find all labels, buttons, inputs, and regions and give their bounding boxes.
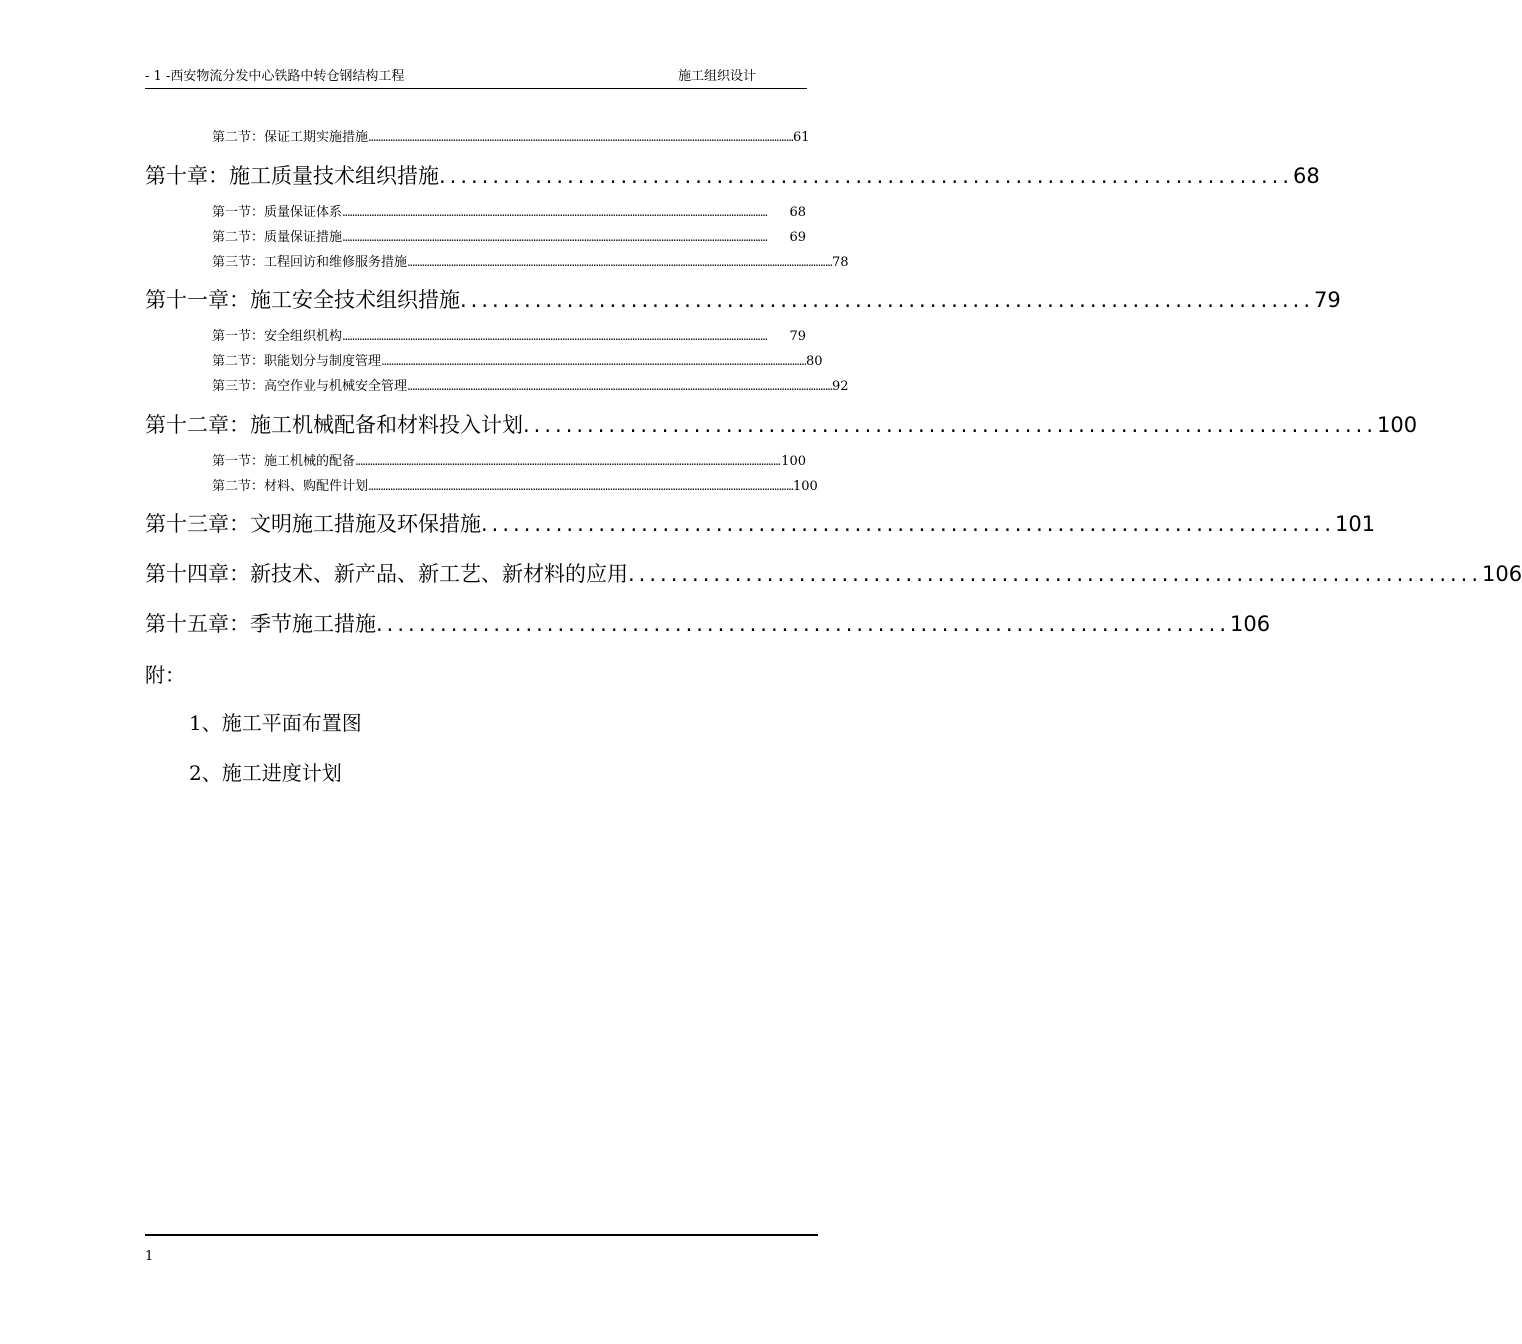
toc-dot-leader: ................................................................................ (439, 164, 1294, 188)
page-header (145, 66, 807, 89)
toc-entry-chapter[interactable] (145, 560, 1522, 588)
header-document-type: 施工组织设计 (678, 69, 757, 84)
footer-divider (145, 1234, 818, 1236)
toc-entry-label: 第一节：安全组织机构 (212, 329, 343, 344)
toc-dot-leader: ................................................................................ (523, 413, 1378, 437)
appendix-item: 1、施工平面布置图 (189, 711, 362, 735)
toc-entry-section[interactable] (212, 452, 806, 471)
toc-entry-section[interactable] (212, 377, 849, 396)
toc-entry-label: 第一节：施工机械的配备 (212, 454, 356, 469)
toc-dot-leader: ................................................................................................................................................................................ (368, 479, 793, 493)
toc-entry-chapter[interactable] (145, 411, 1418, 439)
toc-entry-label: 第二节：保证工期实施措施 (212, 130, 369, 145)
toc-entry-page: 106 (1482, 562, 1522, 586)
toc-entry-label: 第三节：工程回访和维修服务措施 (212, 255, 408, 270)
toc-dot-leader: ................................................................................................................................................................................ (368, 130, 793, 144)
toc-entry-page: 79 (789, 329, 806, 344)
toc-dot-leader: ................................................................................................................................................................................ (355, 454, 780, 468)
toc-entry-section[interactable] (212, 253, 849, 272)
toc-dot-leader: ................................................................................................................................................................................ (342, 230, 767, 244)
toc-entry-label: 第十三章：文明施工措施及环保措施 (145, 512, 481, 536)
toc-entry-label: 第二节：职能划分与制度管理 (212, 354, 382, 369)
toc-entry-page: 80 (805, 354, 823, 369)
toc-entry-page: 69 (789, 230, 806, 245)
toc-entry-page: 92 (831, 379, 849, 394)
toc-entry-section[interactable] (212, 203, 806, 222)
appendix-item: 2、施工进度计划 (189, 761, 342, 785)
toc-entry-page: 101 (1335, 512, 1376, 536)
toc-dot-leader: ................................................................................ (376, 612, 1231, 636)
toc-entry-section[interactable] (212, 477, 818, 496)
toc-entry-label: 第一节：质量保证体系 (212, 205, 343, 220)
toc-entry-label: 第二节：质量保证措施 (212, 230, 343, 245)
footer-page-number: 1 (145, 1249, 154, 1264)
toc-entry-section[interactable] (212, 128, 810, 147)
toc-entry-chapter[interactable] (145, 286, 1341, 314)
toc-dot-leader: ................................................................................................................................................................................ (381, 354, 806, 368)
toc-dot-leader: ................................................................................ (460, 288, 1315, 312)
toc-entry-chapter[interactable] (145, 510, 1376, 538)
toc-entry-label: 第十四章：新技术、新产品、新工艺、新材料的应用 (145, 562, 628, 586)
toc-entry-label: 第二节：材料、购配件计划 (212, 479, 369, 494)
toc-dot-leader: ................................................................................................................................................................................ (407, 255, 832, 269)
toc-entry-page: 78 (831, 255, 849, 270)
toc-entry-page: 68 (1293, 164, 1320, 188)
toc-entry-page: 61 (792, 130, 810, 145)
toc-entry-page: 100 (1377, 413, 1418, 437)
toc-entry-label: 第十二章：施工机械配备和材料投入计划 (145, 413, 523, 437)
toc-entry-label: 第十章：施工质量技术组织措施 (145, 164, 439, 188)
toc-entry-chapter[interactable] (145, 162, 1320, 190)
toc-entry-label: 第三节：高空作业与机械安全管理 (212, 379, 408, 394)
toc-dot-leader: ................................................................................................................................................................................ (407, 379, 832, 393)
toc-entry-page: 79 (1314, 288, 1341, 312)
toc-dot-leader: ................................................................................................................................................................................ (342, 329, 767, 343)
toc-entry-section[interactable] (212, 327, 806, 346)
toc-entry-section[interactable] (212, 352, 823, 371)
toc-entry-label: 第十五章：季节施工措施 (145, 612, 376, 636)
toc-dot-leader: ................................................................................ (481, 512, 1336, 536)
toc-entry-chapter[interactable] (145, 610, 1271, 638)
toc-dot-leader: ................................................................................ (628, 562, 1483, 586)
toc-entry-section[interactable] (212, 228, 806, 247)
toc-entry-page: 100 (792, 479, 818, 494)
header-document-title: - 1 -西安物流分发中心铁路中转仓钢结构工程 (145, 69, 405, 84)
toc-entry-page: 68 (789, 205, 806, 220)
toc-entry-page: 100 (781, 454, 806, 469)
toc-dot-leader: ................................................................................................................................................................................ (342, 205, 767, 219)
appendix-heading: 附： (145, 663, 185, 687)
toc-entry-label: 第十一章：施工安全技术组织措施 (145, 288, 460, 312)
toc-entry-page: 106 (1230, 612, 1271, 636)
